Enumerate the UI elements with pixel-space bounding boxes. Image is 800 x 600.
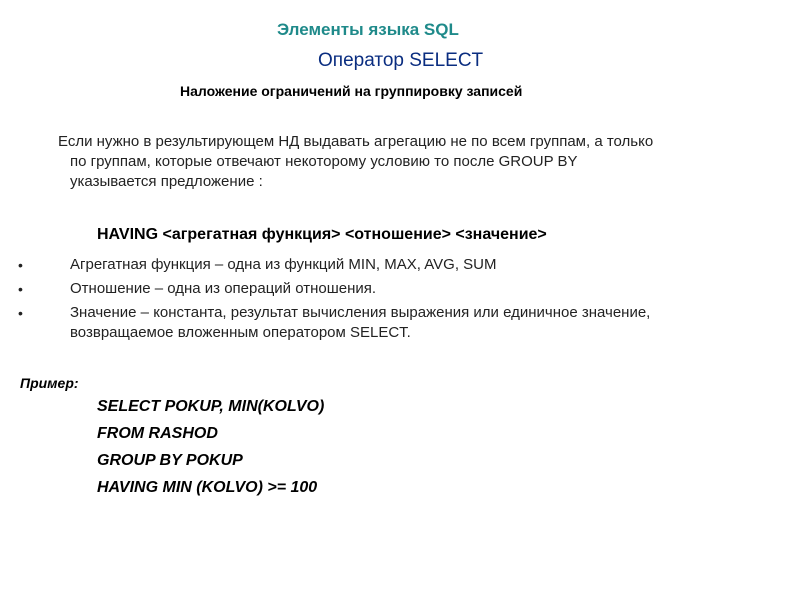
intro-line: указывается предложение : xyxy=(70,173,263,190)
bullet-icon: • xyxy=(18,305,23,321)
bullet-icon: • xyxy=(18,257,23,273)
code-line: FROM RASHOD xyxy=(97,425,218,442)
list-item xyxy=(18,255,650,275)
intro-line: Если нужно в результирующем НД выдавать агрегацию не по всем группам, а только xyxy=(58,133,654,150)
code-line: HAVING MIN (KOLVO) >= 100 xyxy=(97,479,318,496)
intro-paragraph xyxy=(58,132,770,192)
having-syntax: HAVING <агрегатная функция> <отношение> <значение> xyxy=(97,226,547,243)
list-item xyxy=(18,303,650,343)
example-label: Пример: xyxy=(20,375,79,391)
definition-list xyxy=(18,255,650,347)
bullet-icon: • xyxy=(18,281,23,297)
code-line: SELECT POKUP, MIN(KOLVO) xyxy=(97,398,325,415)
list-item-text: Значение – константа, результат вычисления выражения или единичное значение, xyxy=(70,304,651,321)
list-item-text: Агрегатная функция – одна из функций MIN, MAX, AVG, SUM xyxy=(70,256,497,273)
list-item-text: возвращаемое вложенным оператором SELECT. xyxy=(70,324,411,341)
slide-title: Элементы языка SQL xyxy=(277,20,459,39)
code-example xyxy=(97,397,324,505)
code-line: GROUP BY POKUP xyxy=(97,452,243,469)
list-item-text: Отношение – одна из операций отношения. xyxy=(70,280,377,297)
section-heading: Наложение ограничений на группировку записей xyxy=(180,83,523,99)
intro-line: по группам, которые отвечают некоторому условию то после GROUP BY xyxy=(70,153,578,170)
list-item xyxy=(18,279,650,299)
slide-subtitle: Оператор SELECT xyxy=(318,50,484,71)
